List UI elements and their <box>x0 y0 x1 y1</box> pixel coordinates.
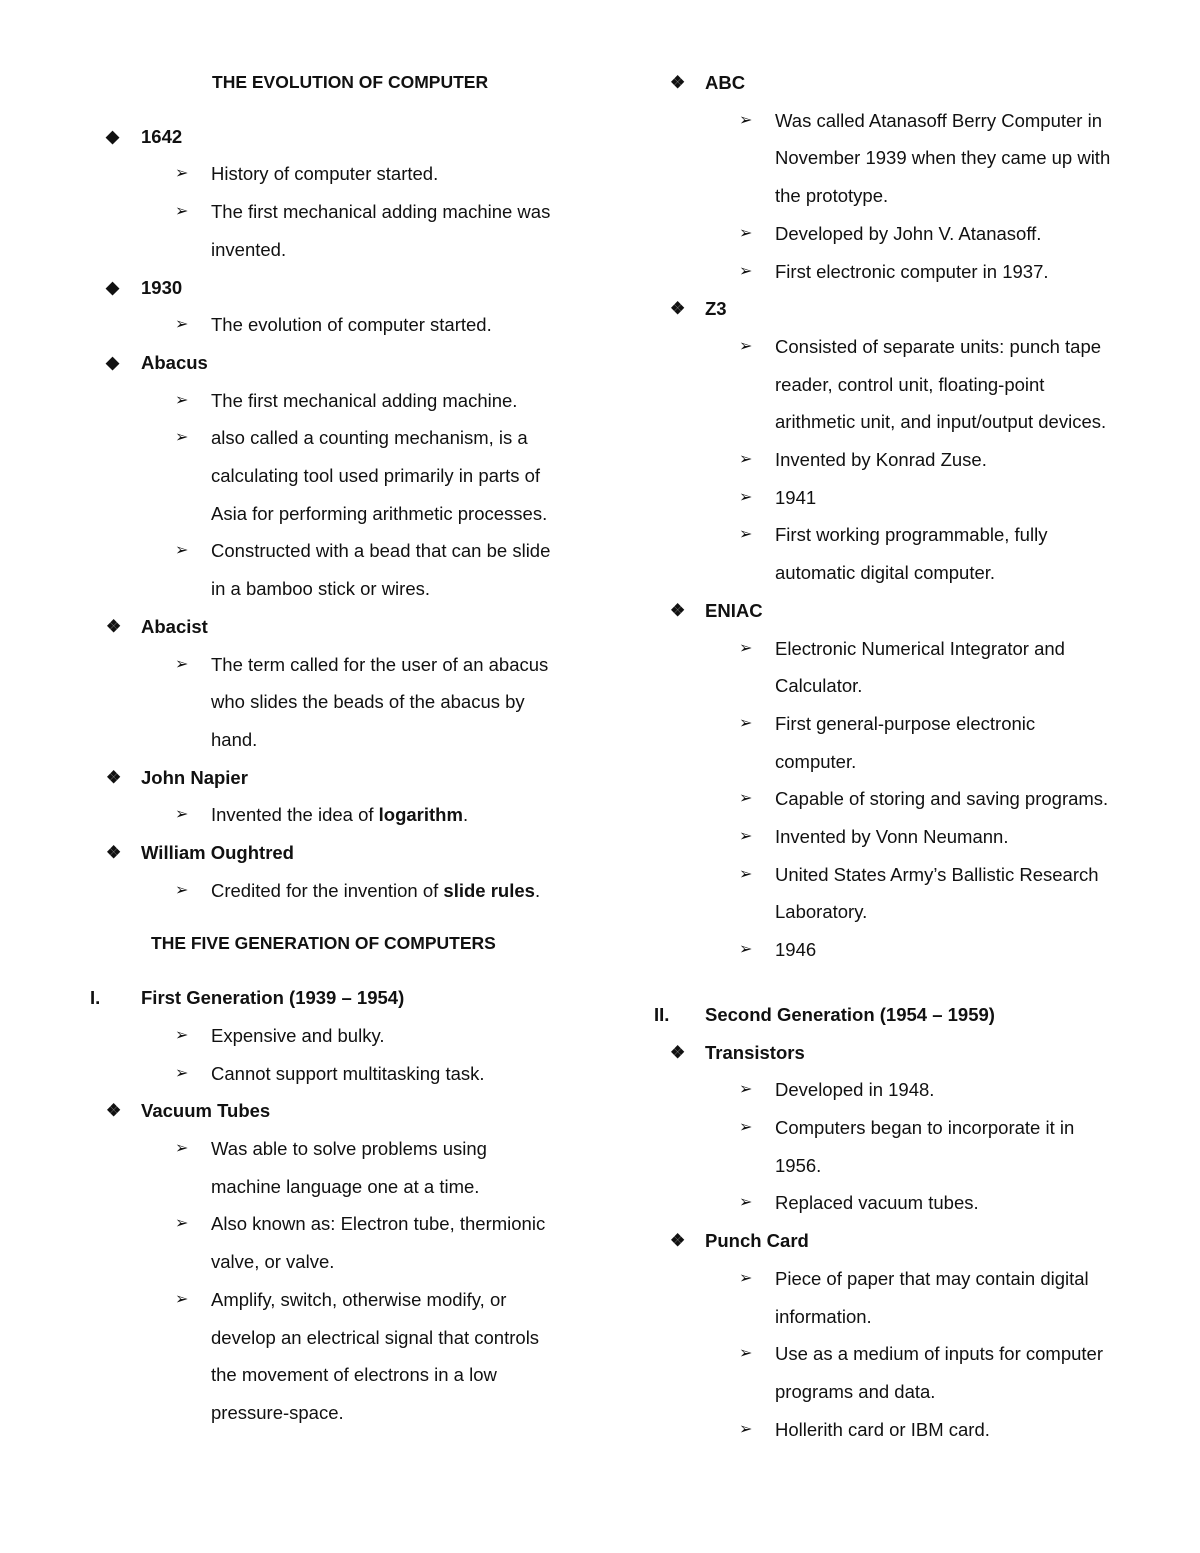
heading-1930: ◆ 1930 <box>104 269 604 307</box>
list-item: ➢ The term called for the user of an abacus <box>104 646 604 684</box>
list-item: ➢ The first mechanical adding machine was <box>104 193 604 231</box>
list-item: ➢ also called a counting mechanism, is a <box>104 419 604 457</box>
list-item: ➢ First general-purpose electronic <box>668 705 1168 743</box>
list-item: ➢ The evolution of computer started. <box>104 306 604 344</box>
list-item-continuation: who slides the beads of the abacus by <box>211 691 525 713</box>
filled-diamond-icon: ◆ <box>106 352 120 372</box>
arrow-icon: ➢ <box>739 262 753 280</box>
list-item: ➢ Use as a medium of inputs for computer <box>668 1335 1168 1373</box>
heading-first-generation: I. First Generation (1939 – 1954) <box>104 979 604 1017</box>
arrow-icon: ➢ <box>739 941 753 959</box>
list-item-continuation: machine language one at a time. <box>211 1175 480 1197</box>
outline-diamond-icon: ❖ <box>670 600 686 620</box>
list-item: ➢ History of computer started. <box>104 155 604 193</box>
arrow-icon: ➢ <box>175 881 189 899</box>
list-item-continuation: information. <box>775 1305 872 1327</box>
arrow-icon: ➢ <box>175 1290 189 1308</box>
arrow-icon: ➢ <box>739 1420 753 1438</box>
heading-z3: ❖ Z3 <box>668 290 1168 328</box>
list-item-continuation: November 1939 when they came up with <box>775 147 1111 169</box>
filled-diamond-icon: ◆ <box>106 126 120 146</box>
list-item: ➢ Consisted of separate units: punch tape <box>668 328 1168 366</box>
list-item: ➢ Developed by John V. Atanasoff. <box>668 215 1168 253</box>
list-item-continuation: 1956. <box>775 1154 822 1176</box>
arrow-icon: ➢ <box>739 1194 753 1212</box>
list-item: ➢ Computers began to incorporate it in <box>668 1109 1168 1147</box>
arrow-icon: ➢ <box>739 488 753 506</box>
page-title: THE EVOLUTION OF COMPUTER <box>212 72 489 92</box>
arrow-icon: ➢ <box>175 1064 189 1082</box>
arrow-icon: ➢ <box>175 316 189 334</box>
list-item: ➢ Was able to solve problems using <box>104 1130 604 1168</box>
list-item: ➢ 1941 <box>668 479 1168 517</box>
list-item-continuation: automatic digital computer. <box>775 562 996 584</box>
list-item: ➢ Piece of paper that may contain digital <box>668 1260 1168 1298</box>
arrow-icon: ➢ <box>175 391 189 409</box>
list-item-continuation: reader, control unit, floating-point <box>775 373 1045 395</box>
arrow-icon: ➢ <box>739 224 753 242</box>
list-item: ➢ Developed in 1948. <box>668 1071 1168 1109</box>
list-item-continuation: valve, or valve. <box>211 1251 335 1273</box>
arrow-icon: ➢ <box>175 1215 189 1233</box>
arrow-icon: ➢ <box>739 451 753 469</box>
arrow-icon: ➢ <box>739 714 753 732</box>
list-item-continuation: Laboratory. <box>775 901 868 923</box>
arrow-icon: ➢ <box>739 639 753 657</box>
list-item-continuation: calculating tool used primarily in parts of <box>211 465 541 487</box>
right-column <box>654 64 1168 1448</box>
list-item-continuation: develop an electrical signal that controls <box>211 1326 540 1348</box>
heading-transistors: ❖ Transistors <box>668 1034 1168 1072</box>
list-item: ➢ Replaced vacuum tubes. <box>668 1184 1168 1222</box>
list-item-continuation: pressure-space. <box>211 1401 344 1423</box>
outline-diamond-icon: ❖ <box>670 73 686 92</box>
heading-abacus: ◆ Abacus <box>104 344 604 382</box>
heading-abc: ❖ ABC <box>668 64 1168 102</box>
list-item: ➢ Also known as: Electron tube, thermionic <box>104 1205 604 1243</box>
list-item: ➢ The first mechanical adding machine. <box>104 382 604 420</box>
list-item: ➢ United States Army’s Ballistic Research <box>668 856 1168 894</box>
arrow-icon: ➢ <box>175 542 189 560</box>
heading-vacuum-tubes: ❖ Vacuum Tubes <box>104 1092 604 1130</box>
list-item: ➢ Invented the idea of logarithm. <box>104 796 604 834</box>
list-item: ➢ Was called Atanasoff Berry Computer in <box>668 102 1168 140</box>
keyword-logarithm: logarithm <box>378 804 463 826</box>
list-item: ➢ Amplify, switch, otherwise modify, or <box>104 1281 604 1319</box>
list-item-continuation: Asia for performing arithmetic processes. <box>211 502 548 524</box>
arrow-icon: ➢ <box>175 655 189 673</box>
arrow-icon: ➢ <box>739 111 753 129</box>
heading-1642: ◆ 1642 <box>104 118 604 156</box>
arrow-icon: ➢ <box>175 203 189 221</box>
list-item: ➢ Invented by Vonn Neumann. <box>668 818 1168 856</box>
arrow-icon: ➢ <box>739 790 753 808</box>
left-column <box>90 64 604 1432</box>
arrow-icon: ➢ <box>739 1081 753 1099</box>
list-item-continuation: invented. <box>211 238 287 260</box>
arrow-icon: ➢ <box>739 526 753 544</box>
arrow-icon: ➢ <box>175 165 189 183</box>
outline-diamond-icon: ❖ <box>106 843 122 863</box>
list-item: ➢ Expensive and bulky. <box>104 1017 604 1055</box>
list-item-continuation: Calculator. <box>775 675 863 697</box>
arrow-icon: ➢ <box>175 806 189 824</box>
heading-william-oughtred: ❖ William Oughtred <box>104 834 604 872</box>
outline-diamond-icon: ❖ <box>106 767 122 787</box>
arrow-icon: ➢ <box>739 1269 753 1287</box>
list-item: ➢ First electronic computer in 1937. <box>668 253 1168 291</box>
list-item: ➢ Constructed with a bead that can be slide <box>104 532 604 570</box>
outline-diamond-icon: ❖ <box>670 1042 686 1062</box>
filled-diamond-icon: ◆ <box>106 277 120 297</box>
arrow-icon: ➢ <box>739 1118 753 1136</box>
heading-abacist: ❖ Abacist <box>104 608 604 646</box>
arrow-icon: ➢ <box>175 429 189 447</box>
heading-second-generation: II. Second Generation (1954 – 1959) <box>668 996 1168 1034</box>
outline-diamond-icon: ❖ <box>106 1101 122 1121</box>
heading-punch-card: ❖ Punch Card <box>668 1222 1168 1260</box>
arrow-icon: ➢ <box>175 1139 189 1157</box>
arrow-icon: ➢ <box>739 337 753 355</box>
arrow-icon: ➢ <box>739 828 753 846</box>
keyword-slide-rules: slide rules <box>443 879 535 901</box>
list-item-continuation: the prototype. <box>775 185 889 207</box>
list-item-continuation: arithmetic unit, and input/output devices. <box>775 411 1107 433</box>
roman-numeral: I. <box>90 987 101 1009</box>
list-item-continuation: in a bamboo stick or wires. <box>211 578 431 600</box>
list-item: ➢ Hollerith card or IBM card. <box>668 1411 1168 1449</box>
arrow-icon: ➢ <box>739 1345 753 1363</box>
list-item: ➢ Capable of storing and saving programs. <box>668 780 1168 818</box>
section-title: THE FIVE GENERATION OF COMPUTERS <box>151 933 496 954</box>
heading-john-napier: ❖ John Napier <box>104 759 604 797</box>
list-item-continuation: programs and data. <box>775 1380 936 1402</box>
list-item: ➢ 1946 <box>668 931 1168 969</box>
outline-diamond-icon: ❖ <box>670 1231 686 1251</box>
list-item: ➢ Electronic Numerical Integrator and <box>668 630 1168 668</box>
outline-diamond-icon: ❖ <box>106 616 122 636</box>
list-item: ➢ Cannot support multitasking task. <box>104 1055 604 1093</box>
roman-numeral: II. <box>654 1003 670 1025</box>
arrow-icon: ➢ <box>175 1026 189 1044</box>
list-item: ➢ Credited for the invention of slide rules. <box>104 872 604 910</box>
list-item-continuation: the movement of electrons in a low <box>211 1364 497 1386</box>
list-item: ➢ Invented by Konrad Zuse. <box>668 441 1168 479</box>
heading-eniac: ❖ ENIAC <box>668 592 1168 630</box>
arrow-icon: ➢ <box>739 865 753 883</box>
list-item-continuation: hand. <box>211 728 258 750</box>
list-item: ➢ First working programmable, fully <box>668 516 1168 554</box>
outline-diamond-icon: ❖ <box>670 299 686 319</box>
list-item-continuation: computer. <box>775 750 857 772</box>
